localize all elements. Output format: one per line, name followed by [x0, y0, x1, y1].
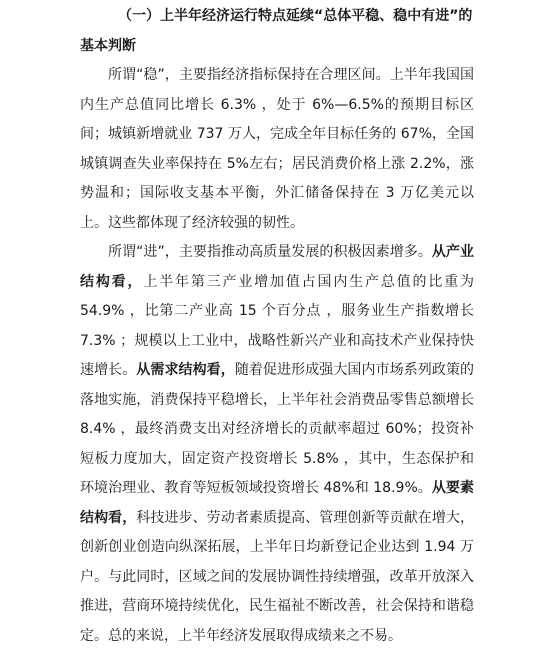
demand-structure-label: 从需求结构看，	[136, 362, 235, 378]
factor-structure-text: 科技进步、劳动者素质提高、管理创新等贡献在增大，创新创业创造向纵深拓展，上半年日均新登记企业达到 1.94 万户。与此同时，区域之间的发展协调性持续增强，改革开放深入推进，营商环境持续优化，民生福祉不断改善，社会保持和谐稳定。总的来说，上半年经济发展取得成绩来之不易。	[80, 509, 474, 644]
demand-structure-text: 随着促进形成强大国内市场系列政策的落地实施，消费保持平稳增长，上半年社会消费品零售总额增长 8.4% ，最终消费支出对经济增长的贡献率超过 60%；投资补短板力度加大，固定资产投资增长 5.8% ，其中，生态保护和环境治理业、教育等短板领域投资增长 48%和 18.9%。	[80, 362, 475, 496]
factor-structure-label: 从要素结构看，	[80, 480, 474, 526]
paragraph-stability	[80, 61, 474, 238]
section-heading: （一）上半年经济运行特点延续“总体平稳、稳中有进”的基本判断	[80, 8, 473, 54]
paragraph-progress	[80, 238, 474, 651]
progress-intro: 所谓“进”，主要指推动高质量发展的积极因素增多。	[108, 244, 432, 260]
industry-structure-text: 上半年第三产业增加值占国内生产总值的比重为 54.9% ，比第二产业高 15 个百分点 ，服务业生产指数增长 7.3% ；规模以上工业中，战略性新兴产业和高技术产业保持快速增长。	[80, 273, 475, 378]
paragraph-stability-text: 所谓“稳”，主要指经济指标保持在合理区间。上半年我国国内生产总值同比增长 6.3% ，处于 6%—6.5%的预期目标区间；城镇新增就业 737 万人，完成全年目标任务的 67%，全国城镇调查失业率保持在 5%左右；居民消费价格上涨 2.2%，涨势温和；国际收支基本平衡，外汇储备保持在 3 万亿美元以上。这些都体现了经济较强的韧性。	[80, 67, 474, 231]
industry-structure-label: 从产业结构看，	[80, 244, 474, 290]
